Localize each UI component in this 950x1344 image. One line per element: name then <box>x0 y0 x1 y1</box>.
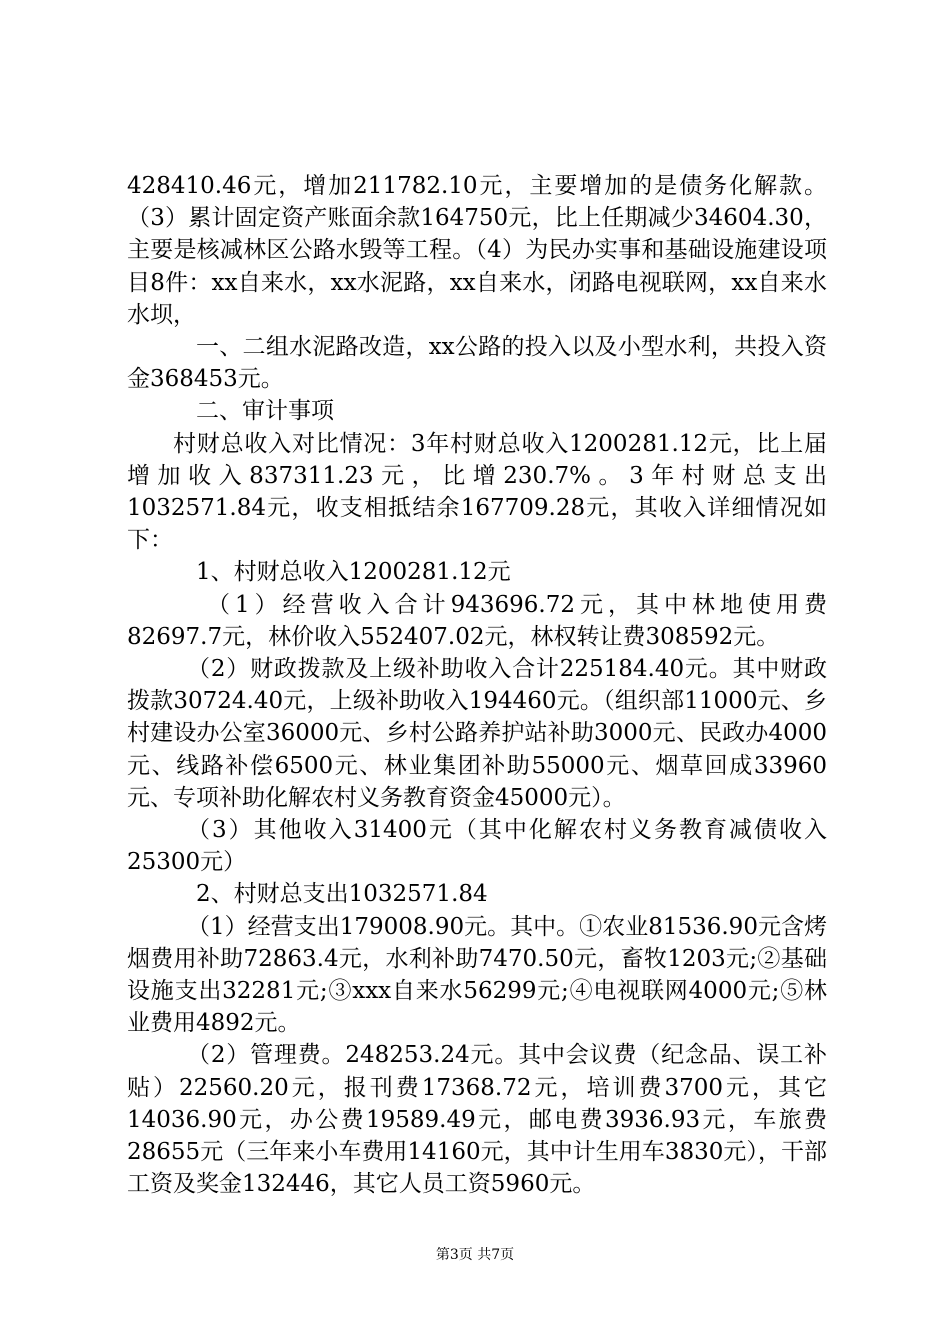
paragraph-4: 村财总收入对比情况：3年村财总收入1200281.12元，比上届增加收入837311.23元，比增230.7%。3年村财总支出1032571.84元，收支相抵结余167709.28元，其收入详细情况如下： <box>127 430 827 554</box>
page-number-label: 第3页 共7页 <box>435 1247 515 1263</box>
page-footer <box>0 1244 950 1264</box>
paragraph-operating-income: （1）经营收入合计943696.72元，其中林地使用费82697.7元，林价收入552407.02元，林权转让费308592元。 <box>127 591 827 650</box>
section-heading-audit-items: 二、审计事项 <box>196 398 334 425</box>
paragraph-other-income: （3）其他收入31400元（其中化解农村义务教育减债收入25300元） <box>127 817 827 876</box>
document-body <box>127 170 827 1201</box>
paragraph-fiscal-allocation: （2）财政拨款及上级补助收入合计225184.40元。其中财政拨款30724.40元，上级补助收入194460元。（组织部11000元、乡村建设办公室36000元、乡村公路养护站补助3000元、民政办4000元、线路补偿6500元、林业集团补助55000元、烟草回成33960元、专项补助化解农村义务教育资金45000元）。 <box>127 656 827 811</box>
subheading-total-expenditure: 2、村财总支出1032571.84 <box>196 881 488 908</box>
paragraph-operating-expenditure: （1）经营支出179008.90元。其中。①农业81536.90元含烤烟费用补助72863.4元，水利补助7470.50元，畜牧1203元;②基础设施支出32281元;③xxx自来水56299元;④电视联网4000元;⑤林业费用4892元。 <box>127 913 827 1037</box>
paragraph-management-fees: （2）管理费。248253.24元。其中会议费（纪念品、误工补贴）22560.20元，报刊费17368.72元，培训费3700元，其它14036.90元，办公费19589.49元，邮电费3936.93元，车旅费28655元（三年来小车费用14160元，其中计生用车3830元），干部工资及奖金132446，其它人员工资5960元。 <box>127 1042 827 1198</box>
paragraph-1: 428410.46元，增加211782.10元，主要增加的是债务化解款。（3）累计固定资产账面余款164750元，比上任期减少34604.30，主要是核减林区公路水毁等工程。（4）为民办实事和基础设施建设项目8件：xx自来水，xx水泥路，xx自来水，闭路电视联网，xx自来水水坝， <box>127 173 827 328</box>
subheading-total-income: 1、村财总收入1200281.12元 <box>196 559 511 586</box>
paragraph-2: 一、二组水泥路改造，xx公路的投入以及小型水利，共投入资金368453元。 <box>127 334 827 393</box>
